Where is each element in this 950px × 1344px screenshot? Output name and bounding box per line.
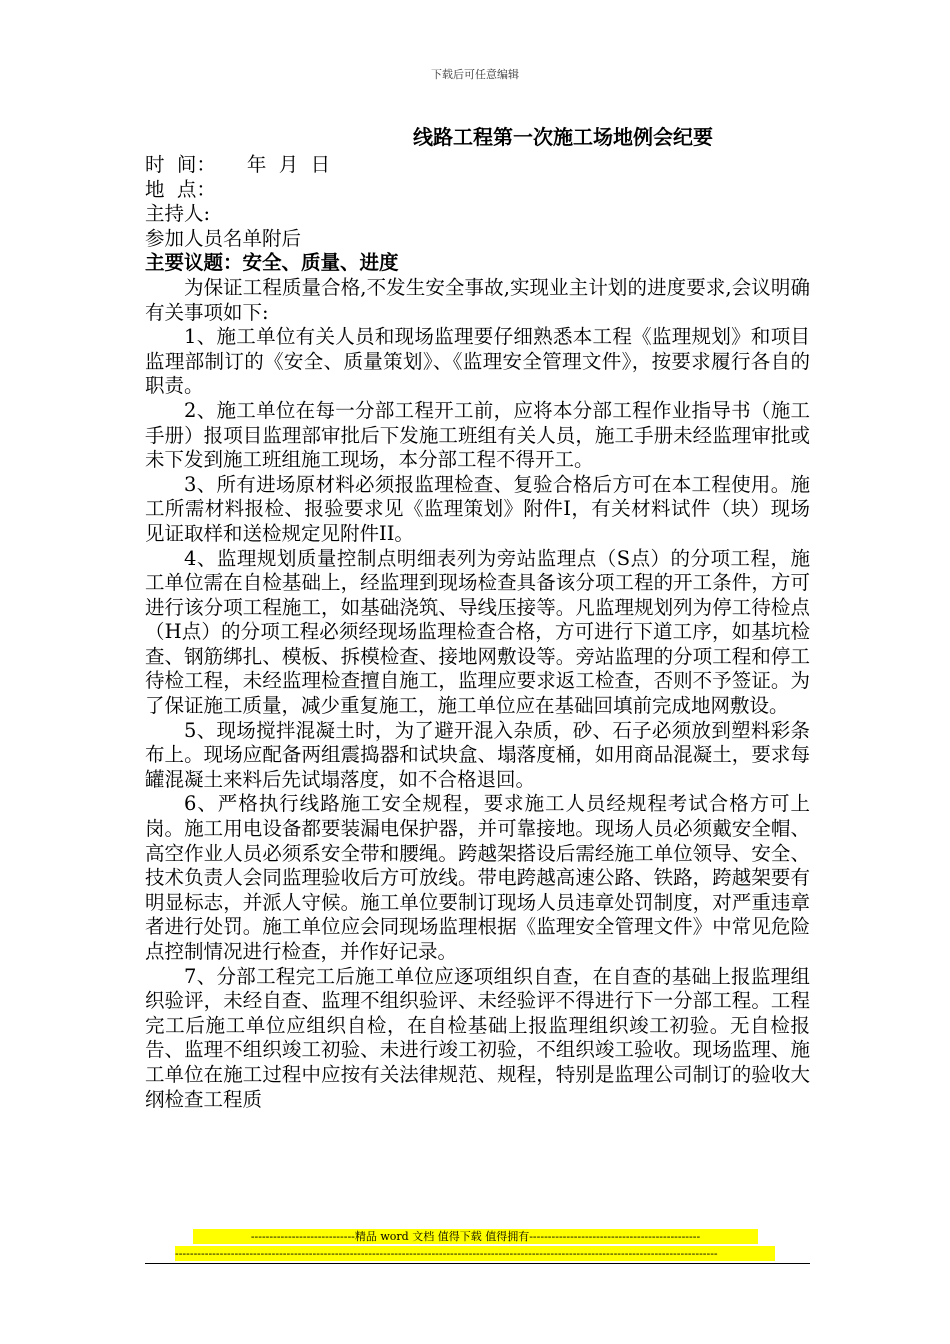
item-paragraph-4: 4、监理规划质量控制点明细表列为旁站监理点（S点）的分项工程，施工单位需在自检基础上，经监理到现场检查具备该分项工程的开工条件，方可进行该分项工程施工，如基础浇筑、导线压接等。凡监理规划列为停工待检点（H点）的分项工程必须经现场监理检查合格，方可进行下道工序，如基坑检查、钢筋绑扎、模板、拆模检查、接地网敷设等。旁站监理的分项工程和停工待检工程，未经监理检查擅自施工，监理应要求返工检查，否则不予签证。为了保证施工质量，减少重复施工，施工单位应在基础回填前完成地网敷设。 bbox=[145, 546, 810, 718]
meeting-attendees: 参加人员名单附后 bbox=[145, 226, 302, 250]
document-title: 线路工程第一次施工场地例会纪要 bbox=[413, 125, 713, 149]
item-paragraph-1: 1、施工单位有关人员和现场监理要仔细熟悉本工程《监理规划》和项目监理部制订的《安全、质量策划》、《监理安全管理文件》，按要求履行各自的职责。 bbox=[145, 325, 810, 398]
meeting-place: 地 点： bbox=[145, 177, 216, 201]
footer-dash-line: -------------------------------------------------------------------------------------------------------------------------------------------------- bbox=[175, 1246, 775, 1261]
header-note: 下载后可任意编辑 bbox=[431, 68, 519, 81]
agenda-heading: 主要议题：安全、质量、进度 bbox=[145, 251, 399, 275]
item-paragraph-5: 5、现场搅拌混凝土时，为了避开混入杂质，砂、石子必须放到塑料彩条布上。现场应配备两组震捣器和试块盒、塌落度桶，如用商品混凝土，要求每罐混凝土来料后先试塌落度，如不合格退回。 bbox=[145, 718, 810, 791]
footer-banner: ----------------------------精品 word 文档 值得下载 值得拥有---------------------------------------------- bbox=[193, 1229, 758, 1244]
meeting-time: 时 间： 年 月 日 bbox=[145, 153, 331, 176]
item-paragraph-6: 6、严格执行线路施工安全规程，要求施工人员经规程考试合格方可上岗。施工用电设备都要装漏电保护器，并可靠接地。现场人员必须戴安全帽、高空作业人员必须系安全带和腰绳。跨越架搭设后需经施工单位领导、安全、技术负责人会同监理验收后方可放线。带电跨越高速公路、铁路，跨越架要有明显标志，并派人守候。施工单位要制订现场人员违章处罚制度，对严重违章者进行处罚。施工单位应会同现场监理根据《监理安全管理文件》中常见危险点控制情况进行检查，并作好记录。 bbox=[145, 792, 810, 963]
item-paragraph-2: 2、施工单位在每一分部工程开工前，应将本分部工程作业指导书（施工手册）报项目监理部审批后下发施工班组有关人员，施工手册未经监理审批或未下发到施工班组施工现场，本分部工程不得开工。 bbox=[145, 398, 810, 472]
intro-paragraph: 为保证工程质量合格,不发生安全事故,实现业主计划的进度要求,会议明确有关事项如下: bbox=[145, 275, 810, 324]
footer-rule bbox=[145, 1263, 810, 1264]
item-paragraph-7: 7、分部工程完工后施工单位应逐项组织自查，在自查的基础上报监理组织验评，未经自查、监理不组织验评、未经验评不得进行下一分部工程。工程完工后施工单位应组织自检，在自检基础上报监理组织竣工初验。无自检报告、监理不组织竣工初验、未进行竣工初验，不组织竣工验收。现场监理、施工单位在施工过程中应按有关法律规范、规程，特别是监理公司制订的验收大纲检查工程质 bbox=[145, 964, 810, 1111]
item-paragraph-3: 3、所有进场原材料必须报监理检查、复验合格后方可在本工程使用。施工所需材料报检、报验要求见《监理策划》附件I，有关材料试件（块）现场见证取样和送检规定见附件II。 bbox=[145, 472, 810, 545]
meeting-host: 主持人: bbox=[145, 202, 211, 226]
document-body bbox=[145, 124, 810, 1112]
